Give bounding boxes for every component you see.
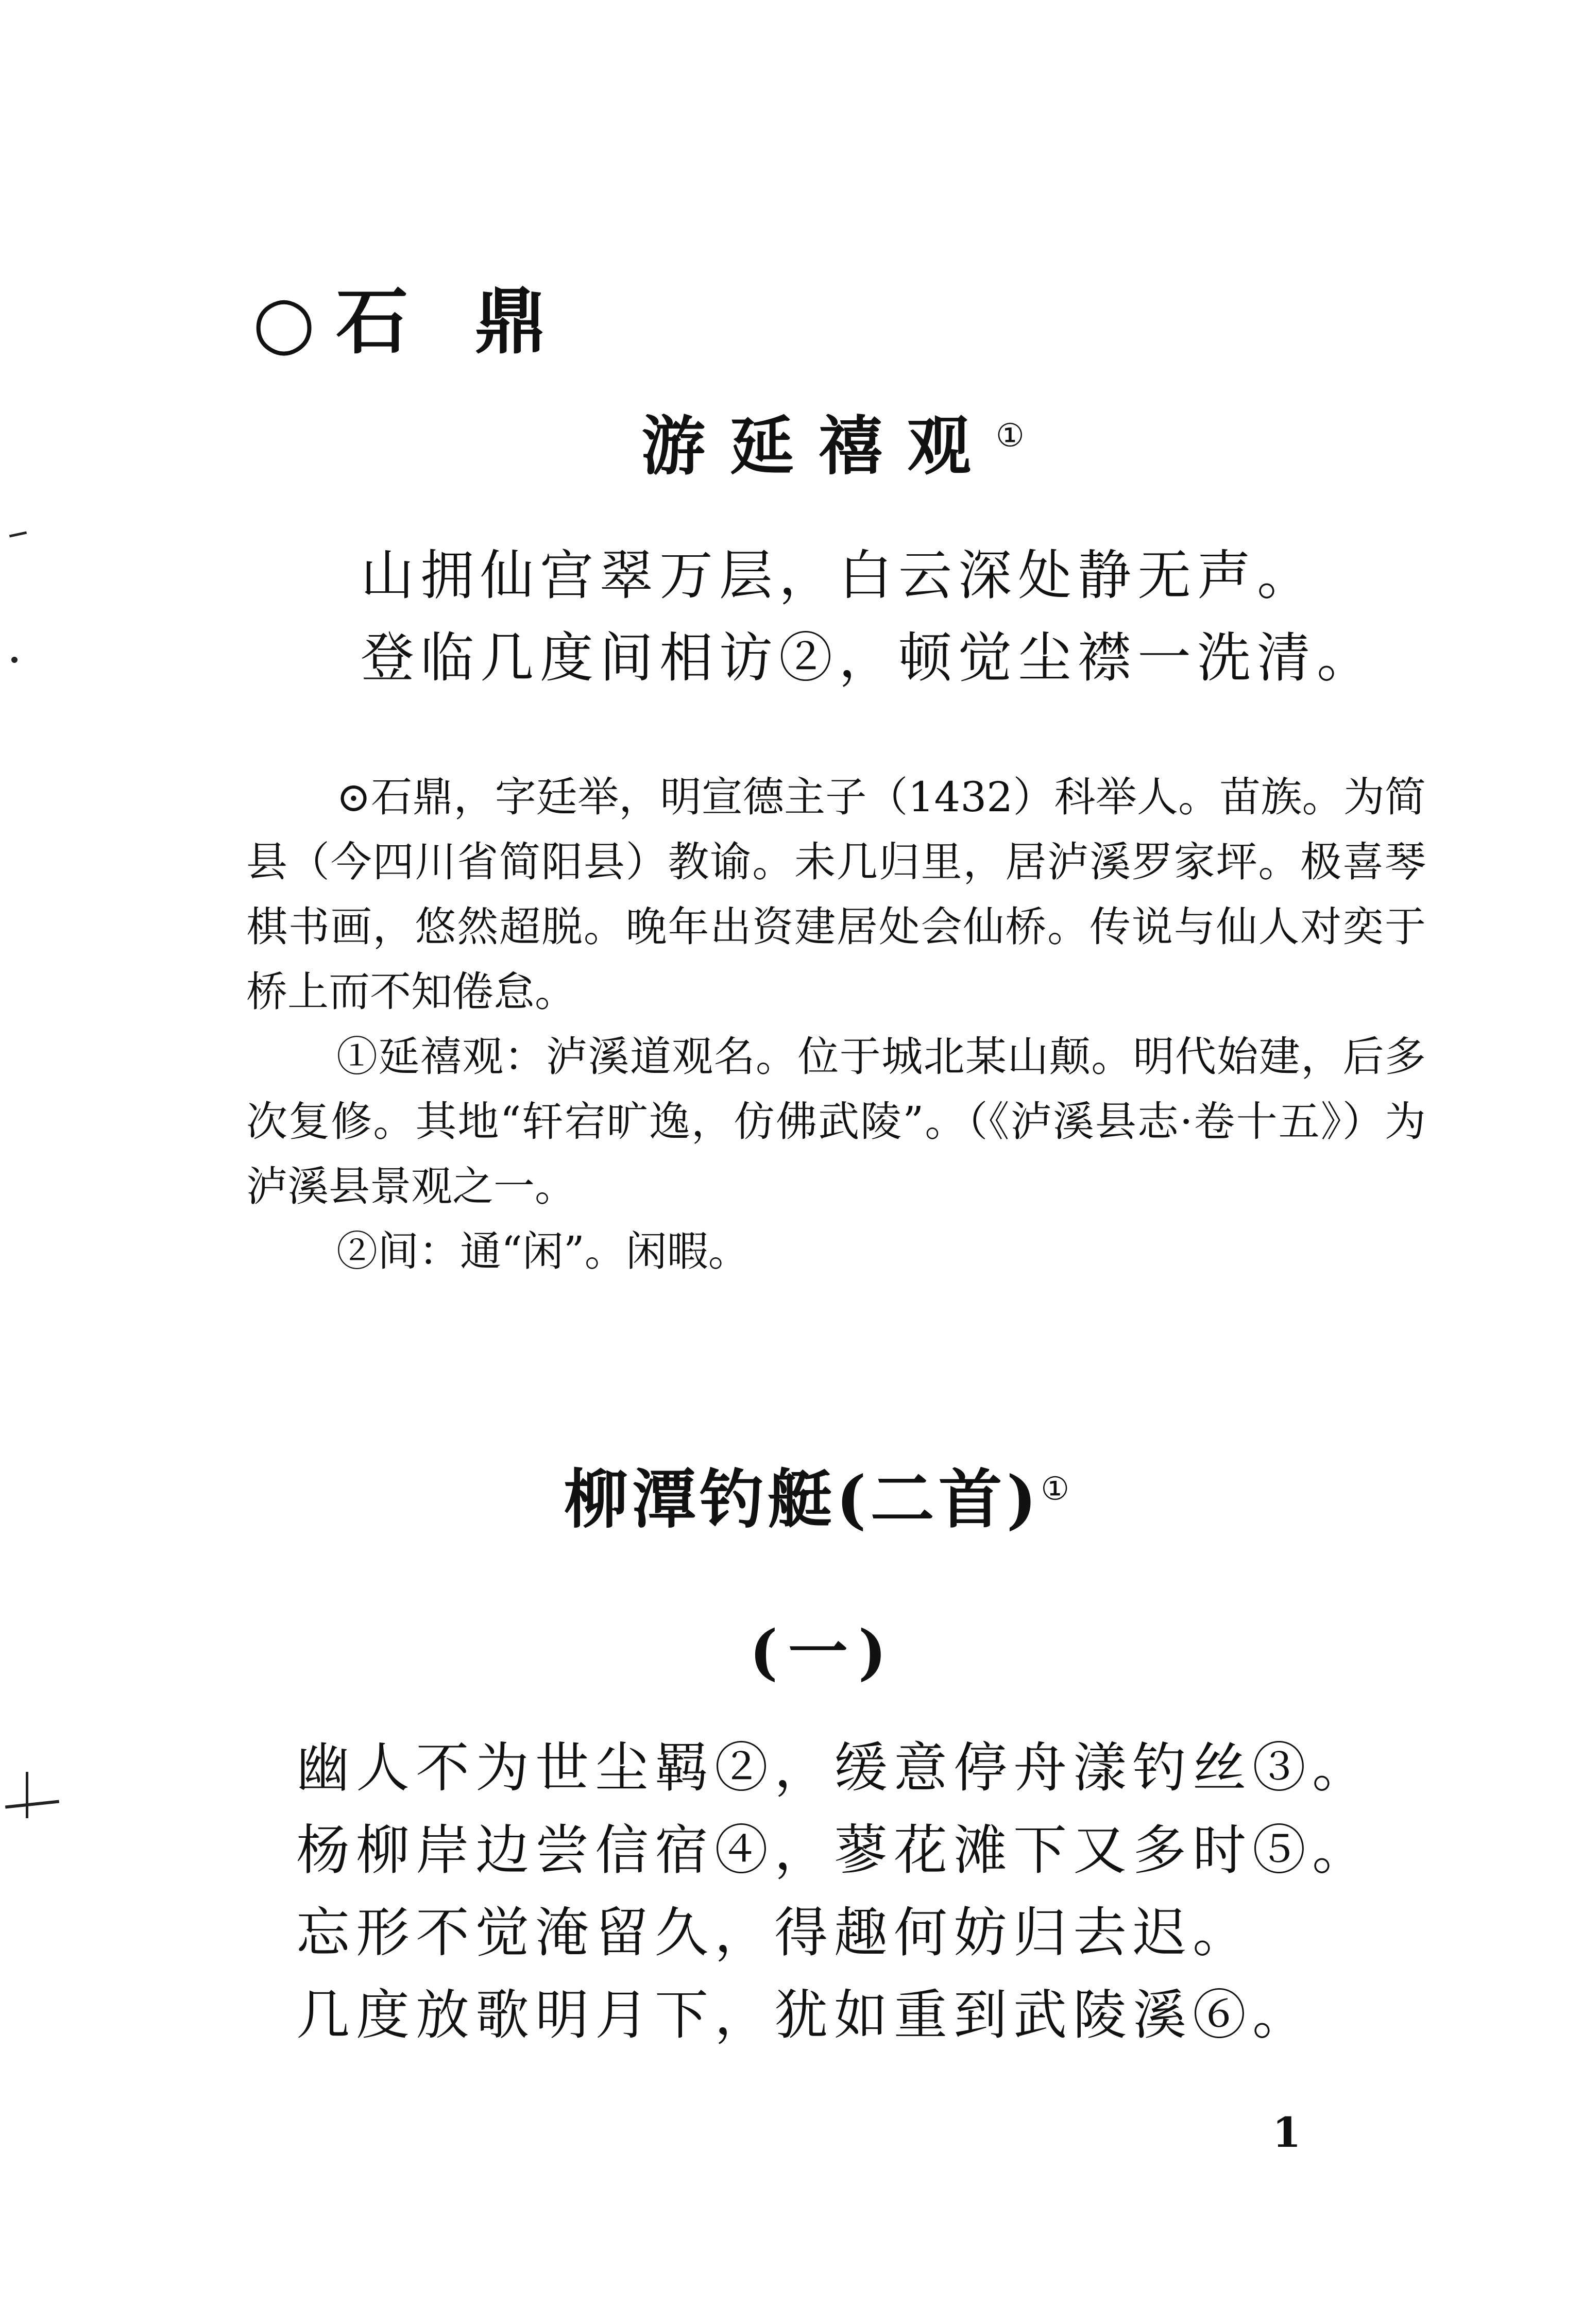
poem-title-footnote: ① — [1041, 1469, 1069, 1508]
scan-mark — [26, 1772, 28, 1818]
poem-title — [641, 409, 1025, 484]
poem-title-text: 柳潭钓艇(二首) — [564, 1462, 1041, 1537]
poem-title-text: 游延禧观 — [641, 409, 996, 484]
page-number: 1 — [1272, 2108, 1301, 2157]
scan-mark — [9, 532, 27, 538]
scan-mark — [5, 1800, 59, 1809]
footnote-author: ⊙石鼎，字廷举，明宣德主子（1432）科举人。苗族。为简县（今四川省简阳县）教谕。未几归里，居泸溪罗家坪。极喜琴棋书画，悠然超脱。晚年出资建居处会仙桥。传说与仙人对奕于桥上而不知倦怠。 — [246, 773, 1426, 1016]
poem-line: 几度放歌明月下，犹如重到武陵溪⑥。 — [296, 1984, 1313, 2046]
footnote-1: ①延禧观：泸溪道观名。位于城北某山颠。明代始建，后多次复修。其地“轩宕旷逸，仿佛武陵”。（《泸溪县志·卷十五》）为泸溪县景观之一。 — [246, 1033, 1426, 1210]
scan-mark — [11, 657, 18, 663]
footnote-2: ②间：通“闲”。闲暇。 — [336, 1227, 750, 1275]
section-heading: (一) — [750, 1617, 897, 1687]
footnotes — [246, 765, 1426, 1284]
poem-line: 山拥仙宫翠万层，白云深处静无声。 — [361, 544, 1317, 607]
poem-title — [564, 1462, 1069, 1537]
author-heading: ○石 鼎 — [252, 280, 567, 364]
poem-line: 登临几度间相访②，顿觉尘襟一洗清。 — [361, 626, 1377, 689]
poem-line: 杨柳岸边尝信宿④，蓼花滩下又多时⑤。 — [296, 1819, 1372, 1882]
poem-line: 幽人不为世尘羁②，缓意停舟漾钓丝③。 — [296, 1736, 1372, 1799]
poem-line: 忘形不觉淹留久，得趣何妨归去迟。 — [296, 1901, 1253, 1964]
poem-title-footnote: ① — [996, 416, 1025, 454]
